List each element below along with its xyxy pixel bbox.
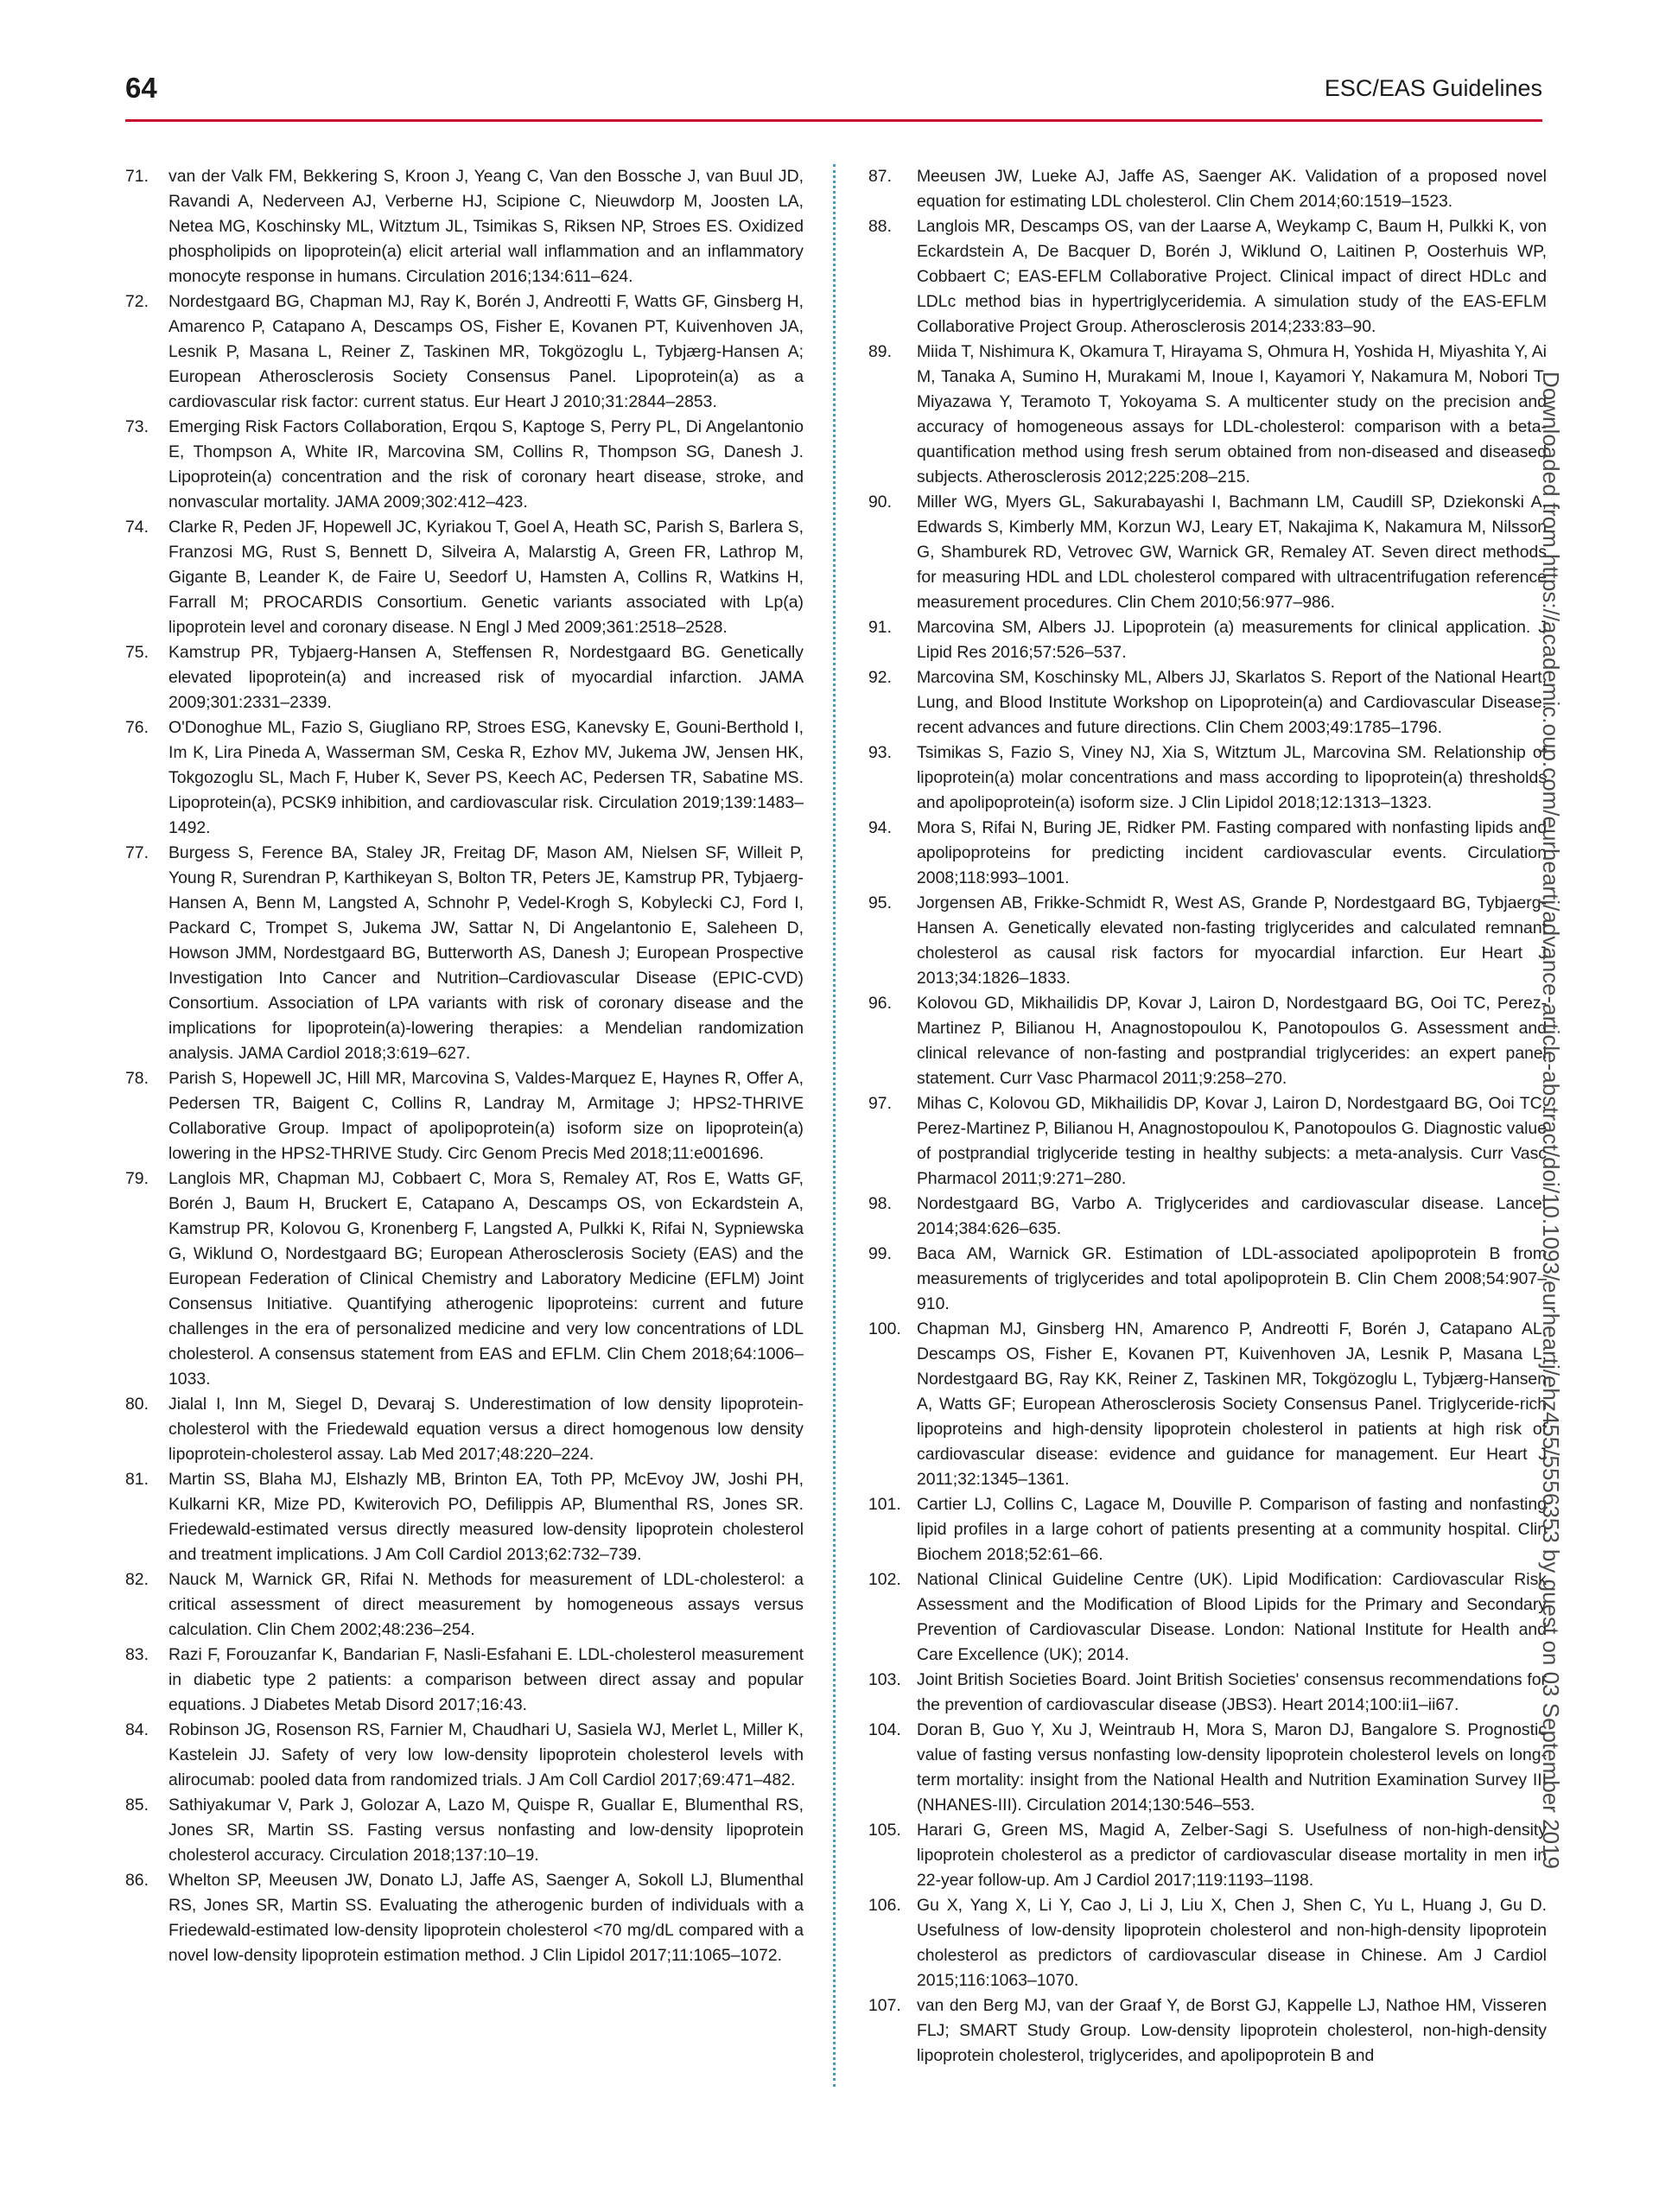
reference-item [868, 1242, 1547, 1317]
reference-item [125, 164, 804, 289]
reference-text: Clarke R, Peden JF, Hopewell JC, Kyriakou T, Goel A, Heath SC, Parish S, Barlera S, Franzosi MG, Rust S, Bennett D, Silveira A, Malarstig A, Green FR, Lathrop M, Gigante B, Leander K, de Faire U, Seedorf U, Hamsten A, Collins R, Watkins H, Farrall M; PROCARDIS Consortium. Genetic variants associated with Lp(a) lipoprotein level and coronary disease. N Engl J Med 2009;361:2518–2528. [168, 518, 804, 637]
reference-number: 96. [868, 994, 892, 1013]
reference-item [125, 1066, 804, 1166]
reference-item [125, 515, 804, 640]
reference-number: 103. [868, 1670, 901, 1689]
reference-number: 79. [125, 1169, 149, 1188]
reference-number: 84. [125, 1720, 149, 1739]
reference-number: 102. [868, 1570, 901, 1589]
reference-text: Nauck M, Warnick GR, Rifai N. Methods for measurement of LDL-cholesterol: a critical assessment of direct measurement by homogeneous assays versus calculation. Clin Chem 2002;48:236–254. [168, 1570, 804, 1639]
reference-text: National Clinical Guideline Centre (UK). Lipid Modification: Cardiovascular Risk Assessment and the Modification of Blood Lipids for the Primary and Secondary Prevention of Cardiovascular Disease. London: National Institute for Health and Care Excellence (UK); 2014. [917, 1570, 1547, 1664]
reference-number: 105. [868, 1821, 901, 1840]
reference-text: Sathiyakumar V, Park J, Golozar A, Lazo M, Quispe R, Guallar E, Blumenthal RS, Jones SR, Martin SS. Fasting versus nonfasting and low-density lipoprotein cholesterol accuracy. Circulation 2018;137:10–19. [168, 1796, 804, 1865]
reference-text: Whelton SP, Meeusen JW, Donato LJ, Jaffe AS, Saenger A, Sokoll LJ, Blumenthal RS, Jones SR, Martin SS. Evaluating the atherogenic burden of individuals with a Friedewald-estimated low-density lipoprotein cholesterol <70 mg/dL compared with a novel low-density lipoprotein estimation method. J Clin Lipidol 2017;11:1065–1072. [168, 1871, 804, 1965]
reference-number: 98. [868, 1194, 892, 1213]
page-number: 64 [125, 72, 157, 104]
reference-text: O'Donoghue ML, Fazio S, Giugliano RP, Stroes ESG, Kanevsky E, Gouni-Berthold I, Im K, Lira Pineda A, Wasserman SM, Ceska R, Ezhov MV, Jukema JW, Jensen HK, Tokgozoglu SL, Mach F, Huber K, Sever PS, Keech AC, Pedersen TR, Sabatine MS. Lipoprotein(a), PCSK9 inhibition, and cardiovascular risk. Circulation 2019;139:1483–1492. [168, 718, 804, 837]
reference-text: Cartier LJ, Collins C, Lagace M, Douville P. Comparison of fasting and nonfasting lipid profiles in a large cohort of patients presenting at a community hospital. Clin Biochem 2018;52:61–66. [917, 1495, 1547, 1564]
reference-item [125, 415, 804, 515]
reference-text: Baca AM, Warnick GR. Estimation of LDL-associated apolipoprotein B from measurements of triglycerides and total apolipoprotein B. Clin Chem 2008;54:907–910. [917, 1244, 1547, 1313]
reference-number: 82. [125, 1570, 149, 1589]
references-column-left [125, 164, 804, 1968]
reference-number: 90. [868, 493, 892, 512]
reference-item [868, 1317, 1547, 1492]
reference-text: Langlois MR, Descamps OS, van der Laarse A, Weykamp C, Baum H, Pulkki K, von Eckardstein A, De Bacquer D, Borén J, Wiklund O, Laitinen P, Oosterhuis WP, Cobbaert C; EAS-EFLM Collaborative Project. Clinical impact of direct HDLc and LDLc method bias in hypertriglyceridemia. A simulation study of the EAS-EFLM Collaborative Project Group. Atherosclerosis 2014;233:83–90. [917, 217, 1547, 336]
reference-text: Nordestgaard BG, Chapman MJ, Ray K, Borén J, Andreotti F, Watts GF, Ginsberg H, Amarenco P, Catapano A, Descamps OS, Fisher E, Kovanen PT, Kuivenhoven JA, Lesnik P, Masana L, Reiner Z, Taskinen MR, Tokgözoglu L, Tybjærg-Hansen A; European Atherosclerosis Society Consensus Panel. Lipoprotein(a) as a cardiovascular risk factor: current status. Eur Heart J 2010;31:2844–2853. [168, 292, 804, 411]
reference-item [868, 1492, 1547, 1567]
reference-item [125, 640, 804, 715]
reference-item [868, 891, 1547, 991]
reference-item [125, 1793, 804, 1868]
reference-text: van der Valk FM, Bekkering S, Kroon J, Yeang C, Van den Bossche J, van Buul JD, Ravandi A, Nederveen AJ, Verberne HJ, Scipione C, Nieuwdorp M, Joosten LA, Netea MG, Koschinsky ML, Witztum JL, Tsimikas S, Riksen NP, Stroes ES. Oxidized phospholipids on lipoprotein(a) elicit arterial wall inflammation and an inflammatory monocyte response in humans. Circulation 2016;134:611–624. [168, 167, 804, 286]
reference-item [125, 841, 804, 1066]
reference-number: 71. [125, 167, 149, 186]
reference-number: 101. [868, 1495, 901, 1514]
reference-item [868, 1893, 1547, 1993]
reference-item [868, 340, 1547, 490]
reference-item [868, 1192, 1547, 1242]
reference-text: Mora S, Rifai N, Buring JE, Ridker PM. Fasting compared with nonfasting lipids and apolipoproteins for predicting incident cardiovascular events. Circulation 2008;118:993–1001. [917, 818, 1547, 887]
reference-item [125, 1392, 804, 1467]
reference-number: 106. [868, 1896, 901, 1915]
reference-number: 85. [125, 1796, 149, 1815]
reference-number: 91. [868, 618, 892, 637]
page-header [125, 67, 1542, 116]
reference-item [125, 1467, 804, 1567]
reference-number: 97. [868, 1094, 892, 1113]
reference-item [868, 741, 1547, 816]
reference-item [868, 214, 1547, 340]
reference-text: Miida T, Nishimura K, Okamura T, Hirayama S, Ohmura H, Yoshida H, Miyashita Y, Ai M, Tanaka A, Sumino H, Murakami M, Inoue I, Kayamori Y, Nakamura M, Nobori T, Miyazawa Y, Teramoto T, Yokoyama S. A multicenter study on the precision and accuracy of homogeneous assays for LDL-cholesterol: comparison with a beta-quantification method using fresh serum obtained from non-diseased and diseased subjects. Atherosclerosis 2012;225:208–215. [917, 342, 1547, 486]
reference-number: 76. [125, 718, 149, 737]
reference-text: Jorgensen AB, Frikke-Schmidt R, West AS, Grande P, Nordestgaard BG, Tybjaerg-Hansen A. Genetically elevated non-fasting triglycerides and calculated remnant cholesterol as causal risk factors for myocardial infarction. Eur Heart J 2013;34:1826–1833. [917, 893, 1547, 988]
reference-item [868, 1718, 1547, 1818]
reference-text: Harari G, Green MS, Magid A, Zelber-Sagi S. Usefulness of non-high-density lipoprotein cholesterol as a predictor of cardiovascular disease mortality in men in 22-year follow-up. Am J Cardiol 2017;119:1193–1198. [917, 1821, 1547, 1890]
reference-item [125, 715, 804, 841]
reference-text: Robinson JG, Rosenson RS, Farnier M, Chaudhari U, Sasiela WJ, Merlet L, Miller K, Kastelein JJ. Safety of very low low-density lipoprotein cholesterol levels with alirocumab: pooled data from randomized trials. J Am Coll Cardiol 2017;69:471–482. [168, 1720, 804, 1789]
reference-item [868, 1091, 1547, 1192]
reference-number: 92. [868, 668, 892, 687]
reference-item [868, 1567, 1547, 1668]
reference-number: 99. [868, 1244, 892, 1263]
reference-item [125, 1643, 804, 1718]
reference-text: Parish S, Hopewell JC, Hill MR, Marcovina S, Valdes-Marquez E, Haynes R, Offer A, Pedersen TR, Baigent C, Collins R, Landray M, Armitage J; HPS2-THRIVE Collaborative Group. Impact of apolipoprotein(a) isoform size on lipoprotein(a) lowering in the HPS2-THRIVE Study. Circ Genom Precis Med 2018;11:e001696. [168, 1069, 804, 1163]
reference-number: 100. [868, 1319, 901, 1338]
reference-item [868, 615, 1547, 665]
reference-text: Chapman MJ, Ginsberg HN, Amarenco P, Andreotti F, Borén J, Catapano AL, Descamps OS, Fisher E, Kovanen PT, Kuivenhoven JA, Lesnik P, Masana L, Nordestgaard BG, Ray KK, Reiner Z, Taskinen MR, Tokgözoglu L, Tybjærg-Hansen A, Watts GF; European Atherosclerosis Society Consensus Panel. Triglyceride-rich lipoproteins and high-density lipoprotein cholesterol in patients at high risk of cardiovascular disease: evidence and guidance for management. Eur Heart J 2011;32:1345–1361. [917, 1319, 1547, 1489]
reference-item [868, 665, 1547, 741]
running-title: ESC/EAS Guidelines [1324, 75, 1542, 101]
reference-number: 93. [868, 743, 892, 762]
reference-text: van den Berg MJ, van der Graaf Y, de Borst GJ, Kappelle LJ, Nathoe HM, Visseren FLJ; SMART Study Group. Low-density lipoprotein cholesterol, non-high-density lipoprotein cholesterol, triglycerides, and apolipoprotein B and [917, 1996, 1547, 2065]
reference-text: Marcovina SM, Albers JJ. Lipoprotein (a) measurements for clinical application. J Lipid Res 2016;57:526–537. [917, 618, 1547, 662]
reference-item [125, 1868, 804, 1968]
reference-text: Tsimikas S, Fazio S, Viney NJ, Xia S, Witztum JL, Marcovina SM. Relationship of lipoprotein(a) molar concentrations and mass according to lipoprotein(a) thresholds and apolipoprotein(a) isoform size. J Clin Lipidol 2018;12:1313–1323. [917, 743, 1547, 812]
reference-item [868, 1818, 1547, 1893]
reference-number: 88. [868, 217, 892, 236]
reference-item [868, 164, 1547, 214]
reference-number: 81. [125, 1470, 149, 1489]
reference-list-left [125, 164, 804, 1968]
reference-text: Marcovina SM, Koschinsky ML, Albers JJ, Skarlatos S. Report of the National Heart, Lung, and Blood Institute Workshop on Lipoprotein(a) and Cardiovascular Disease: recent advances and future directions. Clin Chem 2003;49:1785–1796. [917, 668, 1547, 737]
header-rule [125, 119, 1542, 122]
reference-number: 78. [125, 1069, 149, 1088]
reference-text: Joint British Societies Board. Joint British Societies' consensus recommendations for the prevention of cardiovascular disease (JBS3). Heart 2014;100:ii1–ii67. [917, 1670, 1547, 1714]
column-divider [833, 164, 836, 2087]
reference-text: Meeusen JW, Lueke AJ, Jaffe AS, Saenger AK. Validation of a proposed novel equation for estimating LDL cholesterol. Clin Chem 2014;60:1519–1523. [917, 167, 1547, 211]
reference-number: 77. [125, 843, 149, 862]
reference-item [125, 289, 804, 415]
reference-text: Mihas C, Kolovou GD, Mikhailidis DP, Kovar J, Lairon D, Nordestgaard BG, Ooi TC, Perez-Martinez P, Bilianou H, Anagnostopoulou K, Panotopoulos G. Diagnostic value of postprandial triglyceride testing in healthy subjects: a meta-analysis. Curr Vasc Pharmacol 2011;9:271–280. [917, 1094, 1547, 1188]
reference-item [868, 490, 1547, 615]
reference-number: 86. [125, 1871, 149, 1890]
reference-item [868, 816, 1547, 891]
reference-text: Gu X, Yang X, Li Y, Cao J, Li J, Liu X, Chen J, Shen C, Yu L, Huang J, Gu D. Usefulness of low-density lipoprotein cholesterol and non-high-density lipoprotein cholesterol as predictors of cardiovascular disease in Chinese. Am J Cardiol 2015;116:1063–1070. [917, 1896, 1547, 1990]
reference-number: 107. [868, 1996, 901, 2015]
reference-text: Miller WG, Myers GL, Sakurabayashi I, Bachmann LM, Caudill SP, Dziekonski A, Edwards S, Kimberly MM, Korzun WJ, Leary ET, Nakajima K, Nakamura M, Nilsson G, Shamburek RD, Vetrovec GW, Warnick GR, Remaley AT. Seven direct methods for measuring HDL and LDL cholesterol compared with ultracentrifugation reference measurement procedures. Clin Chem 2010;56:977–986. [917, 493, 1547, 612]
reference-number: 75. [125, 643, 149, 662]
reference-text: Nordestgaard BG, Varbo A. Triglycerides and cardiovascular disease. Lancet 2014;384:626–635. [917, 1194, 1547, 1238]
reference-item [868, 991, 1547, 1091]
reference-number: 87. [868, 167, 892, 186]
reference-text: Burgess S, Ference BA, Staley JR, Freitag DF, Mason AM, Nielsen SF, Willeit P, Young R, Surendran P, Karthikeyan S, Bolton TR, Peters JE, Kamstrup PR, Tybjaerg-Hansen A, Benn M, Langsted A, Schnohr P, Vedel-Krogh S, Kobylecki CJ, Ford I, Packard C, Trompet S, Jukema JW, Sattar N, Di Angelantonio E, Saleheen D, Howson JMM, Nordestgaard BG, Butterworth AS, Danesh J; European Prospective Investigation Into Cancer and Nutrition–Cardiovascular Disease (EPIC-CVD) Consortium. Association of LPA variants with risk of coronary disease and the implications for lipoprotein(a)-lowering therapies: a Mendelian randomization analysis. JAMA Cardiol 2018;3:619–627. [168, 843, 804, 1063]
reference-text: Emerging Risk Factors Collaboration, Erqou S, Kaptoge S, Perry PL, Di Angelantonio E, Thompson A, White IR, Marcovina SM, Collins R, Thompson SG, Danesh J. Lipoprotein(a) concentration and the risk of coronary heart disease, stroke, and nonvascular mortality. JAMA 2009;302:412–423. [168, 417, 804, 512]
reference-list-right [868, 164, 1547, 2069]
reference-text: Kolovou GD, Mikhailidis DP, Kovar J, Lairon D, Nordestgaard BG, Ooi TC, Perez-Martinez P, Bilianou H, Anagnostopoulou K, Panotopoulos G. Assessment and clinical relevance of non-fasting and postprandial triglycerides: an expert panel statement. Curr Vasc Pharmacol 2011;9:258–270. [917, 994, 1547, 1088]
reference-text: Razi F, Forouzanfar K, Bandarian F, Nasli-Esfahani E. LDL-cholesterol measurement in diabetic type 2 patients: a comparison between direct assay and popular equations. J Diabetes Metab Disord 2017;16:43. [168, 1645, 804, 1714]
reference-item [125, 1567, 804, 1643]
reference-number: 74. [125, 518, 149, 537]
reference-item [868, 1993, 1547, 2069]
reference-text: Martin SS, Blaha MJ, Elshazly MB, Brinton EA, Toth PP, McEvoy JW, Joshi PH, Kulkarni KR, Mize PD, Kwiterovich PO, Defilippis AP, Blumenthal RS, Jones SR. Friedewald-estimated versus directly measured low-density lipoprotein cholesterol and treatment implications. J Am Coll Cardiol 2013;62:732–739. [168, 1470, 804, 1564]
references-column-right [868, 164, 1547, 2069]
reference-number: 80. [125, 1395, 149, 1414]
reference-text: Doran B, Guo Y, Xu J, Weintraub H, Mora S, Maron DJ, Bangalore S. Prognostic value of fasting versus nonfasting low-density lipoprotein cholesterol levels on long-term mortality: insight from the National Health and Nutrition Examination Survey III (NHANES-III). Circulation 2014;130:546–553. [917, 1720, 1547, 1815]
reference-number: 83. [125, 1645, 149, 1664]
reference-text: Jialal I, Inn M, Siegel D, Devaraj S. Underestimation of low density lipoprotein-cholesterol with the Friedewald equation versus a direct homogenous low density lipoprotein-cholesterol assay. Lab Med 2017;48:220–224. [168, 1395, 804, 1464]
reference-item [125, 1166, 804, 1392]
reference-item [868, 1668, 1547, 1718]
reference-number: 72. [125, 292, 149, 311]
download-watermark: Downloaded from https://academic.oup.com/eurheartj/advance-article-abstract/doi/10.1093/eurheartj/ehz455/5556353 by guest on 03 September 2019 [1538, 372, 1564, 1869]
reference-number: 89. [868, 342, 892, 361]
reference-text: Kamstrup PR, Tybjaerg-Hansen A, Steffensen R, Nordestgaard BG. Genetically elevated lipoprotein(a) and increased risk of myocardial infarction. JAMA 2009;301:2331–2339. [168, 643, 804, 712]
reference-number: 73. [125, 417, 149, 436]
reference-number: 94. [868, 818, 892, 837]
reference-text: Langlois MR, Chapman MJ, Cobbaert C, Mora S, Remaley AT, Ros E, Watts GF, Borén J, Baum H, Bruckert E, Catapano A, Descamps OS, von Eckardstein A, Kamstrup PR, Kolovou G, Kronenberg F, Langsted A, Pulkki K, Rifai N, Sypniewska G, Wiklund O, Nordestgaard BG; European Atherosclerosis Society (EAS) and the European Federation of Clinical Chemistry and Laboratory Medicine (EFLM) Joint Consensus Initiative. Quantifying atherogenic lipoproteins: current and future challenges in the era of personalized medicine and very low concentrations of LDL cholesterol. A consensus statement from EAS and EFLM. Clin Chem 2018;64:1006–1033. [168, 1169, 804, 1389]
reference-item [125, 1718, 804, 1793]
reference-number: 104. [868, 1720, 901, 1739]
reference-number: 95. [868, 893, 892, 912]
